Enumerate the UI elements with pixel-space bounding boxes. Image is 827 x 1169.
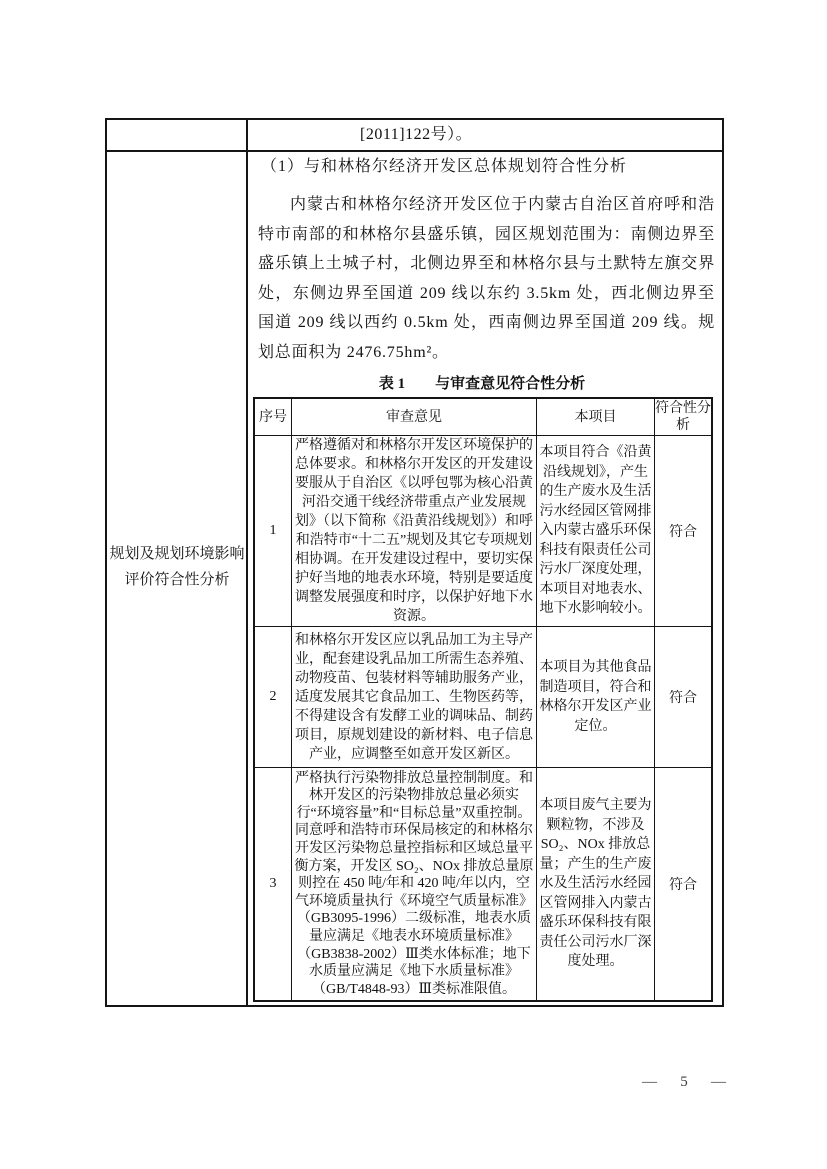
page-number [642,1074,726,1091]
table1-caption [253,372,711,393]
row2-opinion-cell: 和林格尔开发区应以乳品加工为主导产业，配套建设乳品加工所需生态养殖、动物疫苗、包装材料等辅助服务产业，适度发展其它食品加工、生物医药等，不得建设含有发酵工业的调味品、制药项目，原规划建设的新材料、电子信息产业，应调整至如意开发区新区。 [292,627,537,768]
page-number-dash-left: — [642,1074,657,1090]
row1-opinion-cell: 严格遵循对和林格尔开发区环境保护的总体要求。和林格尔开发区的开发建设要服从于自治区《以呼包鄂为核心沿黄河沿交通干线经济带重点产业发展规划》（以下简称《沿黄沿线规划》）和呼和浩特市“十二五”规划及其它专项规划相协调。在开发建设过程中，要切实保护好当地的地表水环境，特别是要适度调整发展强度和时序，以保护好地下水资源。 [292,436,537,627]
page-number-value: 5 [680,1074,688,1090]
row1-seq-cell: 1 [255,436,292,627]
table1-caption-title: 与审查意见符合性分析 [435,376,586,392]
row3-opinion-cell: 严格执行污染物排放总量控制制度。和林开发区的污染物排放总量必须实行“环境容量”和“目标总量”双重控制。同意呼和浩特市环保局核定的和林格尔开发区污染物总量控指标和区域总量平衡方案，开发区 SO₂、NOx 排放总量原则控在 450 吨/年和 420 吨/年以内，空气环境质量执行《环境空气质量标准》（GB3095-1996）二级标准，地表水质量应满足《地表水环境质量标准》（GB3838-2002）Ⅲ类水体标准；地下水质量应满足《地下水质量标准》（GB/T4848-93）Ⅲ类标准限值。 [292,768,537,1000]
subsection-heading: （1）与和林格尔经济开发区总体规划符合性分析 [261,158,628,175]
column-header-compliance: 符合性分析 [655,399,711,436]
column-header-seq: 序号 [255,399,292,436]
column-header-opinion: 审查意见 [292,399,537,436]
row2-project-cell: 本项目为其他食品制造项目，符合和林格尔开发区产业定位。 [537,627,655,768]
row2-compliance-cell: 符合 [655,627,711,768]
doc-number-cell: [2011]122号）。 [360,126,473,143]
table-border-horizontal [106,150,723,152]
section-label: 规划及规划环境影响评价符合性分析 [109,546,245,588]
column-header-project: 本项目 [537,399,655,436]
table1-caption-label: 表 1 [378,376,406,392]
row1-project-cell: 本项目符合《沿黄沿线规划》，产生的生产废水及生活污水经园区管网排入内蒙古盛乐环保科技有限责任公司污水厂深度处理，本项目对地表水、地下水影响较小。 [537,436,655,627]
row1-compliance-cell: 符合 [655,436,711,627]
row3-seq-cell: 3 [255,768,292,1000]
page-number-dash-right: — [711,1074,726,1090]
row3-project-cell: 本项目废气主要为颗粒物，不涉及SO₂、NOx 排放总量；产生的生产废水及生活污水经园区管网排入内蒙古盛乐环保科技有限责任公司污水厂深度处理。 [537,768,655,1000]
compliance-table [253,397,713,1002]
table-border-vertical [246,118,248,1007]
row3-compliance-cell: 符合 [669,878,697,893]
body-paragraph: 内蒙古和林格尔经济开发区位于内蒙古自治区首府呼和浩特市南部的和林格尔县盛乐镇，园区规划范围为：南侧边界至盛乐镇上土城子村，北侧边界至和林格尔县与土默特左旗交界处，东侧边界至国道 209 线以东约 3.5km 处，西北侧边界至国道 209 线以西约 0.5km 处，西南侧边界至国道 209 线。规划总面积为 2476.75hm²。 [258,196,715,361]
row2-seq-cell: 2 [255,627,292,768]
